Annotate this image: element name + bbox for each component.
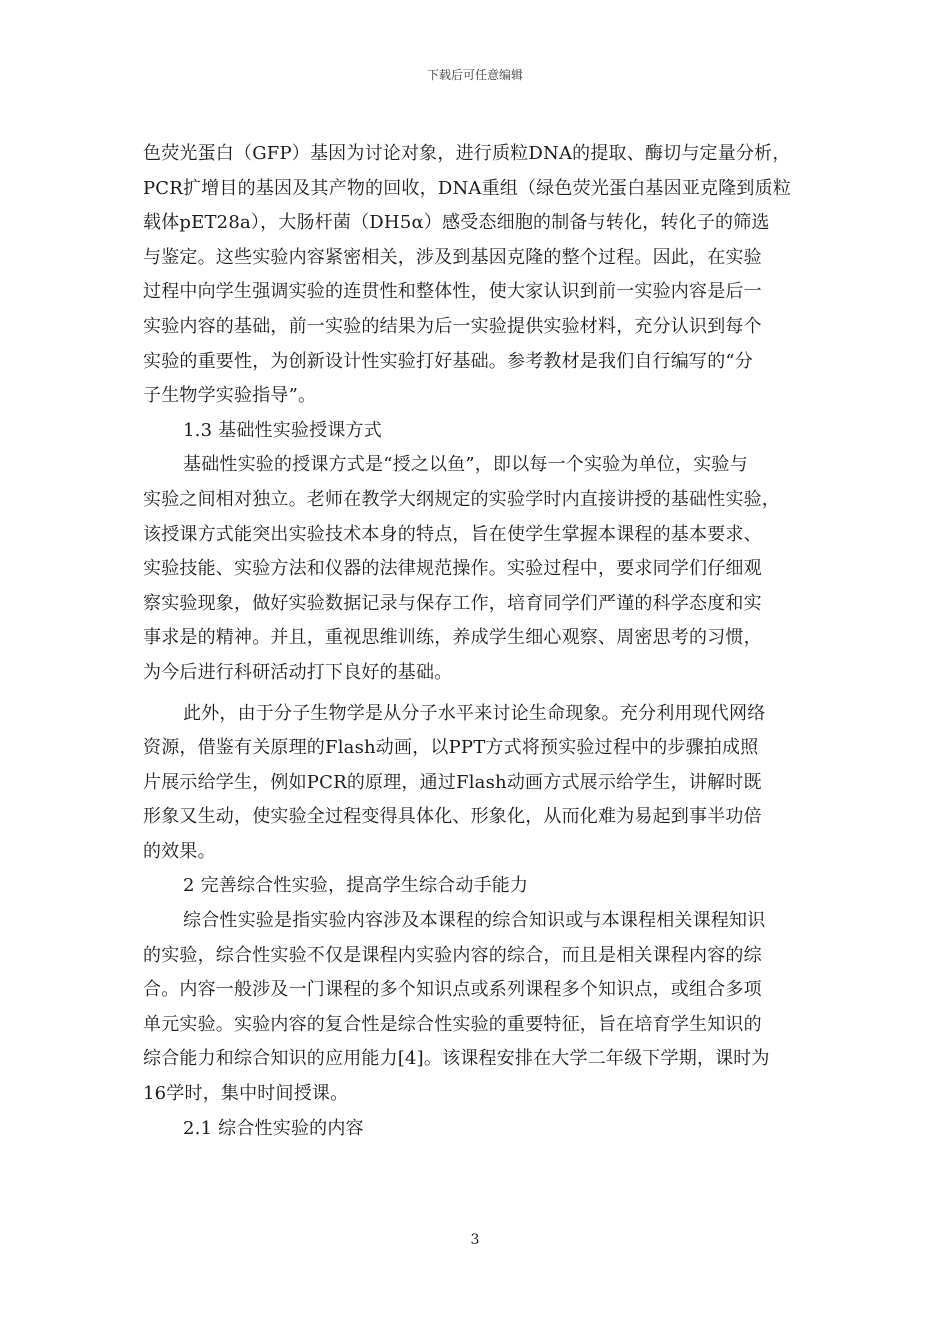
page-header: 下载后可任意编辑 <box>426 68 523 82</box>
text-line: 与鉴定。这些实验内容紧密相关，涉及到基因克隆的整个过程。因此，在实验 <box>143 246 762 268</box>
document-body <box>143 137 813 1146</box>
text-line: 形象又生动，使实验全过程变得具体化、形象化，从而化难为易起到事半功倍 <box>143 806 762 828</box>
text-line: 综合能力和综合知识的应用能力[4]。该课程安排在大学二年级下学期，课时为 <box>143 1048 770 1070</box>
text-line: 16学时，集中时间授课。 <box>143 1083 349 1105</box>
text-line: 察实验现象，做好实验数据记录与保存工作，培育同学们严谨的科学态度和实 <box>143 592 762 614</box>
text-line: PCR扩增目的基因及其产物的回收，DNA重组（绿色荧光蛋白基因亚克隆到质粒 <box>143 177 792 199</box>
text-line: 综合性实验是指实验内容涉及本课程的综合知识或与本课程相关课程知识 <box>183 910 766 932</box>
section-heading: 2 完善综合性实验，提高学生综合动手能力 <box>183 875 529 897</box>
text-line: 实验之间相对独立。老师在教学大纲规定的实验学时内直接讲授的基础性实验， <box>143 488 780 510</box>
text-line: 实验的重要性，为创新设计性实验打好基础。参考教材是我们自行编写的“分 <box>143 350 753 372</box>
text-line: 事求是的精神。并且，重视思维训练，养成学生细心观察、周密思考的习惯， <box>143 627 762 649</box>
text-line: 该授课方式能突出实验技术本身的特点，旨在使学生掌握本课程的基本要求、 <box>143 523 762 545</box>
text-line: 色荧光蛋白（GFP）基因为讨论对象，进行质粒DNA的提取、酶切与定量分析， <box>143 143 791 164</box>
text-line: 为今后进行科研活动打下良好的基础。 <box>143 661 453 683</box>
section-heading: 2.1 综合性实验的内容 <box>183 1117 364 1139</box>
text-line: 单元实验。实验内容的复合性是综合性实验的重要特征，旨在培育学生知识的 <box>143 1013 762 1035</box>
text-line: 此外，由于分子生物学是从分子水平来讨论生命现象。充分利用现代网络 <box>183 702 766 724</box>
text-line: 载体pET28a），大肠杆菌（DH5α）感受态细胞的制备与转化，转化子的筛选 <box>143 212 770 234</box>
text-line: 资源，借鉴有关原理的Flash动画，以PPT方式将预实验过程中的步骤拍成照 <box>143 737 759 759</box>
text-line: 的实验，综合性实验不仅是课程内实验内容的综合，而且是相关课程内容的综 <box>143 944 762 966</box>
text-line: 实验技能、实验方法和仪器的法律规范操作。实验过程中，要求同学们仔细观 <box>143 558 762 580</box>
text-line: 子生物学实验指导”。 <box>143 385 317 407</box>
text-line: 基础性实验的授课方式是“授之以鱼”，即以每一个实验为单位，实验与 <box>183 454 748 476</box>
section-heading: 1.3 基础性实验授课方式 <box>183 419 382 441</box>
text-line: 的效果。 <box>143 840 216 862</box>
text-line: 实验内容的基础，前一实验的结果为后一实验提供实验材料，充分认识到每个 <box>143 315 762 337</box>
text-line: 过程中向学生强调实验的连贯性和整体性，使大家认识到前一实验内容是后一 <box>143 281 762 303</box>
page-number: 3 <box>470 1232 480 1248</box>
text-line: 合。内容一般涉及一门课程的多个知识点或系列课程多个知识点，或组合多项 <box>143 979 762 1001</box>
text-line: 片展示给学生，例如PCR的原理，通过Flash动画方式展示给学生，讲解时既 <box>143 771 762 793</box>
